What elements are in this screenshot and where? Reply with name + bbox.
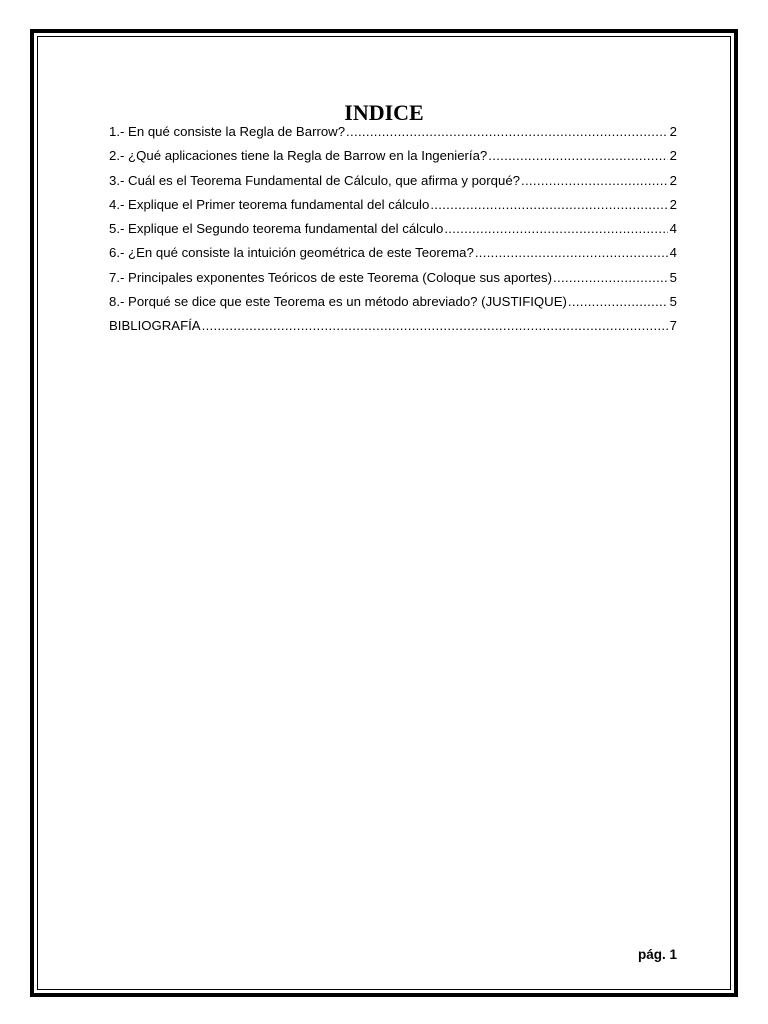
toc-leader-dots bbox=[475, 245, 668, 260]
toc-entry-page: 5 bbox=[669, 294, 677, 310]
toc-leader-dots bbox=[521, 173, 668, 188]
toc-entry-text: 3.- Cuál es el Teorema Fundamental de Cálculo, que afirma y porqué? bbox=[109, 172, 520, 188]
toc-entry-page: 5 bbox=[669, 269, 677, 285]
toc-entry-page: 2 bbox=[669, 172, 677, 188]
toc-entry-text: 6.- ¿En qué consiste la intuición geométrica de este Teorema? bbox=[109, 245, 474, 261]
toc-entry-page: 2 bbox=[669, 148, 677, 164]
index-title: INDICE bbox=[344, 100, 424, 125]
page-number-footer: pág. 1 bbox=[637, 947, 677, 962]
toc-leader-dots bbox=[430, 197, 667, 212]
toc-entry-page: 4 bbox=[669, 221, 677, 237]
toc-leader-dots bbox=[444, 221, 667, 236]
toc-entry-text: 5.- Explique el Segundo teorema fundamental del cálculo bbox=[109, 221, 444, 237]
toc-entry-page: 2 bbox=[669, 196, 677, 212]
toc-entry-text: 1.- En qué consiste la Regla de Barrow? bbox=[109, 124, 346, 139]
toc-entry-page: 4 bbox=[669, 245, 677, 261]
toc-leader-dots bbox=[568, 294, 668, 309]
toc-entry-text: BIBLIOGRAFÍA bbox=[109, 318, 201, 334]
toc-entry[interactable] bbox=[109, 173, 677, 197]
toc-leader-dots bbox=[488, 148, 667, 163]
toc-entry[interactable] bbox=[109, 294, 677, 318]
toc-entry-text: 2.- ¿Qué aplicaciones tiene la Regla de Barrow en la Ingeniería? bbox=[109, 148, 488, 164]
toc-entry[interactable] bbox=[109, 270, 677, 294]
toc-entry-text: 7.- Principales exponentes Teóricos de este Teorema (Coloque sus aportes) bbox=[109, 269, 553, 285]
toc-entry-text: 4.- Explique el Primer teorema fundamental del cálculo bbox=[109, 196, 430, 212]
toc-entry[interactable] bbox=[109, 318, 677, 342]
toc-entry[interactable] bbox=[109, 124, 677, 148]
toc-entry[interactable] bbox=[109, 197, 677, 221]
toc-leader-dots bbox=[202, 318, 668, 333]
toc-entry-page: 2 bbox=[669, 124, 677, 139]
toc-entry[interactable] bbox=[109, 148, 677, 172]
toc-entry[interactable] bbox=[109, 245, 677, 269]
toc-entry-page: 7 bbox=[669, 318, 677, 334]
toc-entry[interactable] bbox=[109, 221, 677, 245]
table-of-contents bbox=[109, 124, 677, 343]
toc-entry-text: 8.- Porqué se dice que este Teorema es un método abreviado? (JUSTIFIQUE) bbox=[109, 294, 567, 310]
toc-leader-dots bbox=[346, 124, 668, 139]
toc-leader-dots bbox=[553, 270, 668, 285]
